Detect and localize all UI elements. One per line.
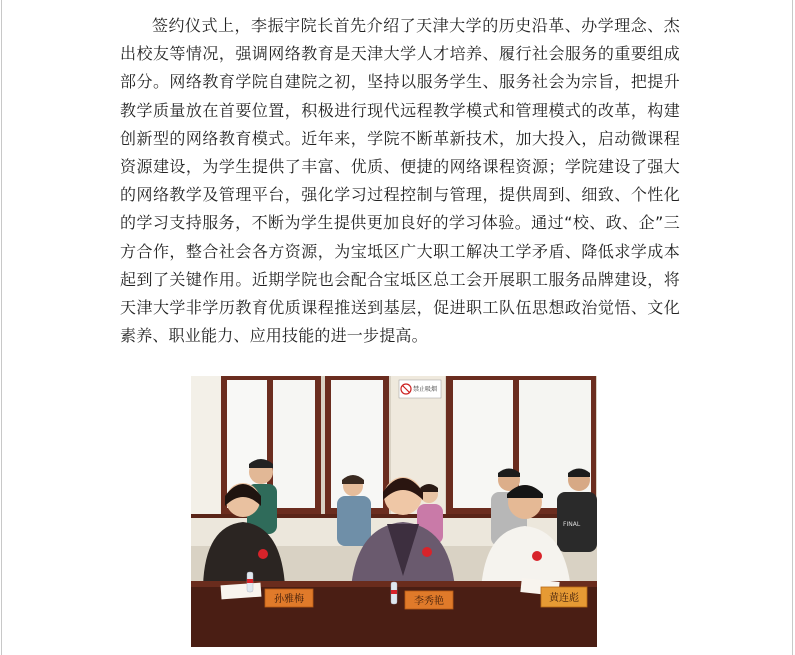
nameplate-3-name: 黄连彪	[549, 593, 579, 604]
signing-ceremony-photo	[191, 376, 597, 647]
nameplate-2-name: 李秀艳	[414, 596, 444, 607]
page-left-border	[1, 0, 2, 655]
nameplate-1-name: 孙雅梅	[274, 594, 304, 605]
nameplate-3	[541, 587, 587, 607]
page-right-border	[792, 0, 793, 655]
no-smoking-sign-text: 禁止吸烟	[413, 386, 438, 393]
photo-illustration	[191, 376, 597, 647]
article-paragraph: 签约仪式上，李振宇院长首先介绍了天津大学的历史沿革、办学理念、杰出校友等情况，强调网络教育是天津大学人才培养、履行社会服务的重要组成部分。网络教育学院自建院之初，坚持以服务学生、服务社会为宗旨，把提升教学质量放在首要位置，积极进行现代远程教学模式和管理模式的改革，构建创新型的网络教育模式。近年来，学院不断革新技术，加大投入，启动微课程资源建设，为学生提供了丰富、优质、便捷的网络课程资源；学院建设了强大的网络教学及管理平台，强化学习过程控制与管理，提供周到、细致、个性化的学习支持服务，不断为学生提供更加良好的学习体验。通过“校、政、企”三方合作，整合社会各方资源，为宝坻区广大职工解决工学矛盾、降低求学成本起到了关键作用。近期学院也会配合宝坻区总工会开展职工服务品牌建设，将天津大学非学历教育优质课程推送到基层，促进职工队伍思想政治觉悟、文化素养、职业能力、应用技能的进一步提高。	[120, 16, 680, 346]
shirt-print-text: FINAL	[563, 521, 581, 528]
nameplate-1	[265, 589, 313, 607]
nameplate-2	[405, 591, 453, 609]
front-row-people	[203, 477, 571, 590]
